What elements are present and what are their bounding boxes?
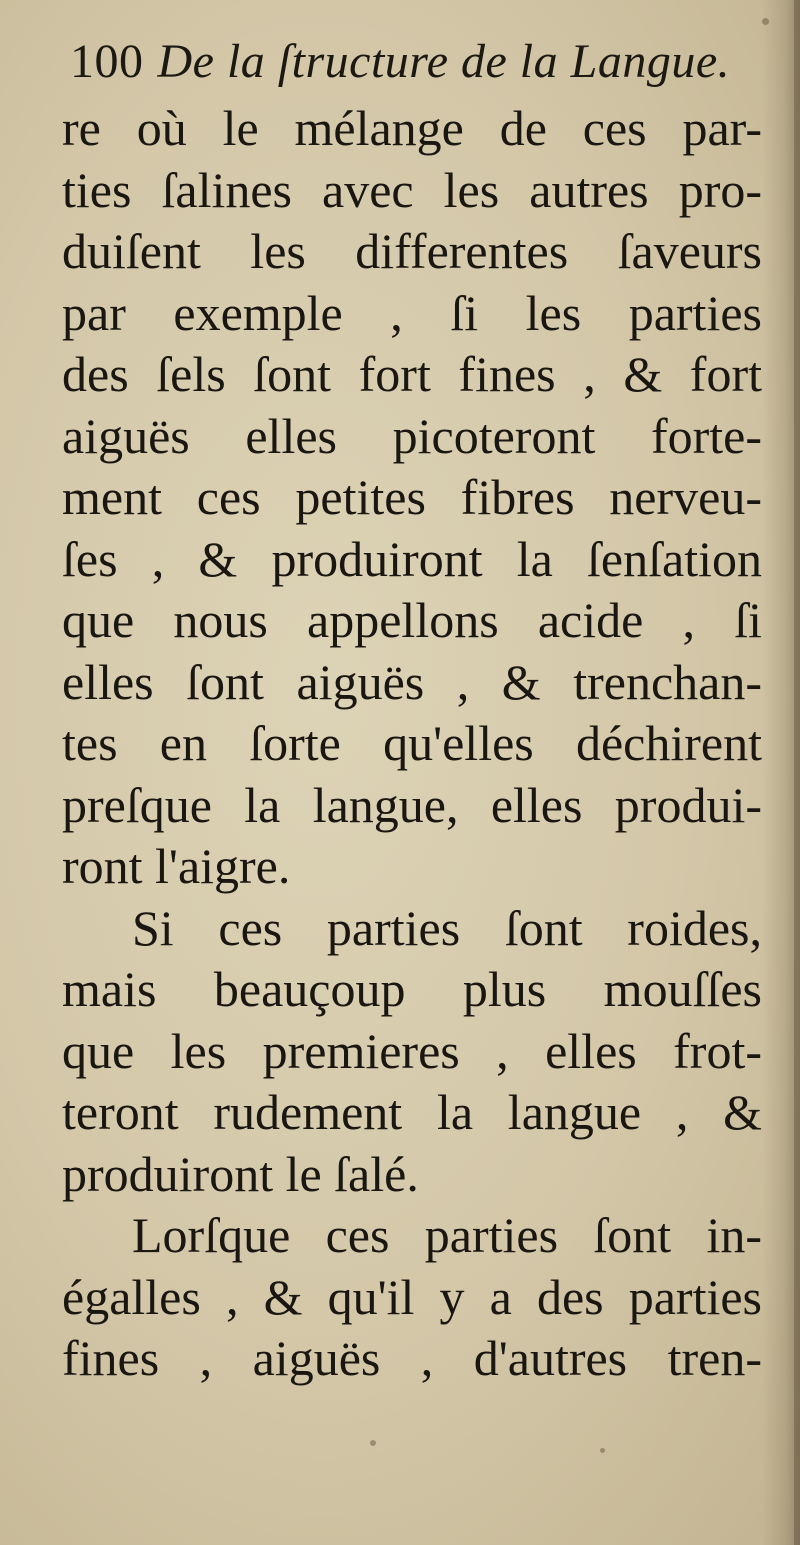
running-title: De la ſtructure de la Langue. xyxy=(157,35,731,88)
text-line: que les premieres , elles frot- xyxy=(62,1022,762,1079)
text-line: des ſels ſont fort fines , & fort xyxy=(62,346,762,402)
text-line: preſque la langue, elles produi- xyxy=(62,776,762,833)
paragraph-first-line: Si ces parties ſont roides, xyxy=(132,899,762,956)
text-line: ront l'aigre. xyxy=(62,838,291,894)
foxing-spot xyxy=(600,1448,605,1453)
text-line: duiſent les differentes ſaveurs xyxy=(62,223,762,279)
text-line: teront rudement la langue , & xyxy=(62,1084,762,1140)
text-line: par exemple , ſi les parties xyxy=(62,284,762,341)
foxing-spot xyxy=(762,18,769,25)
text-line: que nous appellons acide , ſi xyxy=(62,592,762,648)
body-text xyxy=(62,98,762,1390)
text-line: tes en ſorte qu'elles déchirent xyxy=(62,715,762,771)
text-line: fines , aiguës , d'autres tren- xyxy=(62,1330,762,1386)
text-line: mais beauçoup plus mouſſes xyxy=(62,961,762,1017)
paragraph-first-line: Lorſque ces parties ſont in- xyxy=(132,1207,762,1263)
foxing-spot xyxy=(370,1440,376,1446)
text-line: ment ces petites fibres nerveu- xyxy=(62,469,762,525)
running-head xyxy=(70,34,730,89)
text-line: aiguës elles picoteront forte- xyxy=(62,407,762,464)
page-gutter xyxy=(794,0,800,1545)
page-number: 100 xyxy=(70,35,144,88)
text-line: elles ſont aiguës , & trenchan- xyxy=(62,653,762,710)
text-line: re où le mélange de ces par- xyxy=(62,100,762,156)
text-line: ſes , & produiront la ſenſation xyxy=(62,530,762,587)
text-line: produiront le ſalé. xyxy=(62,1145,419,1202)
text-line: égalles , & qu'il y a des parties xyxy=(62,1268,762,1325)
text-line: ties ſalines avec les autres pro- xyxy=(62,161,762,218)
